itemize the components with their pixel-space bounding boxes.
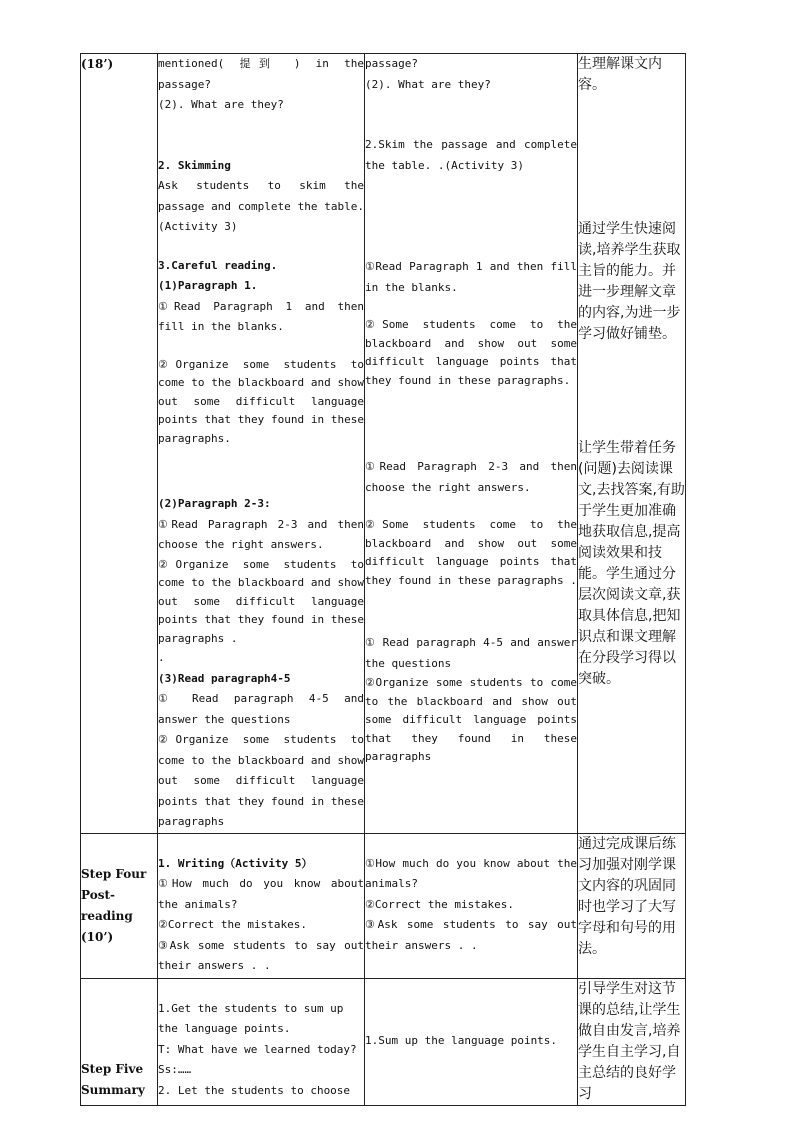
text-line: ②Some students come to the blackboard and show out some difficult language points that they found in these paragraphs.	[365, 318, 577, 387]
text-line: T: What have we learned today?	[158, 1042, 357, 1056]
step-label: Step Four Post-reading (10’)	[81, 866, 147, 944]
text-line: mentioned( 提到 ) in the passage?	[158, 57, 364, 91]
text-line: passage?	[365, 57, 418, 70]
step-cell	[81, 978, 158, 1105]
table-row	[81, 833, 686, 978]
section-heading: 3.Careful reading.	[158, 258, 278, 272]
teacher-activity-cell	[158, 833, 365, 978]
text-line: ②Organize some students to come to the blackboard and show out some difficult language points that they found in these paragraphs	[158, 733, 364, 828]
text-line: ②Correct the mistakes.	[158, 918, 307, 931]
purpose-cell	[578, 978, 686, 1105]
text-line: ②Organize some students to come to the blackboard and show out some difficult language points that they found in these paragraphs	[365, 676, 577, 763]
lesson-plan-table	[80, 53, 686, 1106]
purpose-text: 生理解课文内容。	[578, 56, 662, 93]
text-line: ②Some students come to the blackboard and show out some difficult language points that they found in these paragraphs .	[365, 518, 577, 587]
purpose-cell	[578, 833, 686, 978]
table-row	[81, 978, 686, 1105]
text-line: (2). What are they?	[158, 98, 284, 111]
text-line: ①Read Paragraph 1 and then fill in the blanks.	[158, 299, 364, 333]
text-line: .	[158, 651, 165, 664]
text-line: 2.Skim the passage and complete the table. .(Activity 3)	[365, 138, 577, 172]
section-heading: (2)Paragraph 2-3:	[158, 497, 271, 510]
text-line: (2). What are they?	[365, 77, 491, 91]
text-line: Ask students to skim the passage and complete the table.(Activity 3)	[158, 179, 364, 233]
text-line: 2. Let the students to choose	[158, 1083, 351, 1097]
teacher-activity-cell	[158, 978, 365, 1105]
text-line: ①Read Paragraph 1 and then fill in the blanks.	[365, 260, 577, 294]
student-activity-cell	[365, 54, 578, 834]
text-line: Ss:……	[158, 1063, 192, 1076]
text-line: ③Ask some students to say out their answers . .	[365, 918, 577, 952]
section-heading: 1. Writing（Activity 5）	[158, 856, 313, 870]
student-activity-cell	[365, 833, 578, 978]
purpose-text: 通过学生快速阅读,培养学生获取主旨的能力。并进一步理解文章的内容,为进一步学习做好铺垫。	[578, 221, 681, 342]
purpose-text: 让学生带着任务(问题)去阅读课文,去找答案,有助于学生更加准确地获取信息,提高阅读效果和技能。学生通过分层次阅读文章,获取具体信息,把知识点和课文理解在分段学习得以突破。	[578, 440, 685, 687]
text-line: ②Correct the mistakes.	[365, 897, 514, 911]
text-line: ③Ask some students to say out their answers . .	[158, 938, 364, 972]
text-line: ①Read Paragraph 2-3 and then choose the right answers.	[365, 460, 577, 494]
text-line: ① Read paragraph 4-5 and answer the questions	[365, 636, 577, 670]
text-line: ① Read paragraph 4-5 and answer the questions	[158, 692, 364, 726]
step-cell	[81, 54, 158, 834]
section-heading: (1)Paragraph 1.	[158, 279, 258, 292]
purpose-cell	[578, 54, 686, 834]
text-line: ①Read Paragraph 2-3 and then choose the right answers.	[158, 517, 364, 551]
text-line: 1.Get the students to sum up the language points.	[158, 1001, 344, 1035]
step-cell	[81, 833, 158, 978]
section-heading: 2. Skimming	[158, 158, 231, 172]
student-activity-cell	[365, 978, 578, 1105]
purpose-text: 引导学生对这节课的总结,让学生做自由发言,培养学生自主学习,自主总结的良好学习	[578, 980, 681, 1102]
teacher-activity-cell	[158, 54, 365, 834]
text-line: ②Organize some students to come to the blackboard and show out some difficult language points that they found in these paragraphs.	[158, 357, 364, 445]
purpose-text: 通过完成课后练习加强对刚学课文内容的巩固同时也学习了大写字母和句号的用法。	[578, 835, 676, 957]
step-label: (18’)	[81, 57, 114, 71]
text-line: ①How much do you know about the animals?	[158, 877, 364, 911]
table-row	[81, 54, 686, 834]
step-label: Step Five Summary	[81, 1061, 145, 1097]
text-line: ②Organize some students to come to the blackboard and show out some difficult language points that they found in these paragraphs .	[158, 557, 364, 645]
section-heading: (3)Read paragraph4-5	[158, 671, 291, 685]
text-line: ①How much do you know about the animals?	[365, 856, 577, 890]
text-line: 1.Sum up the language points.	[365, 1034, 558, 1048]
